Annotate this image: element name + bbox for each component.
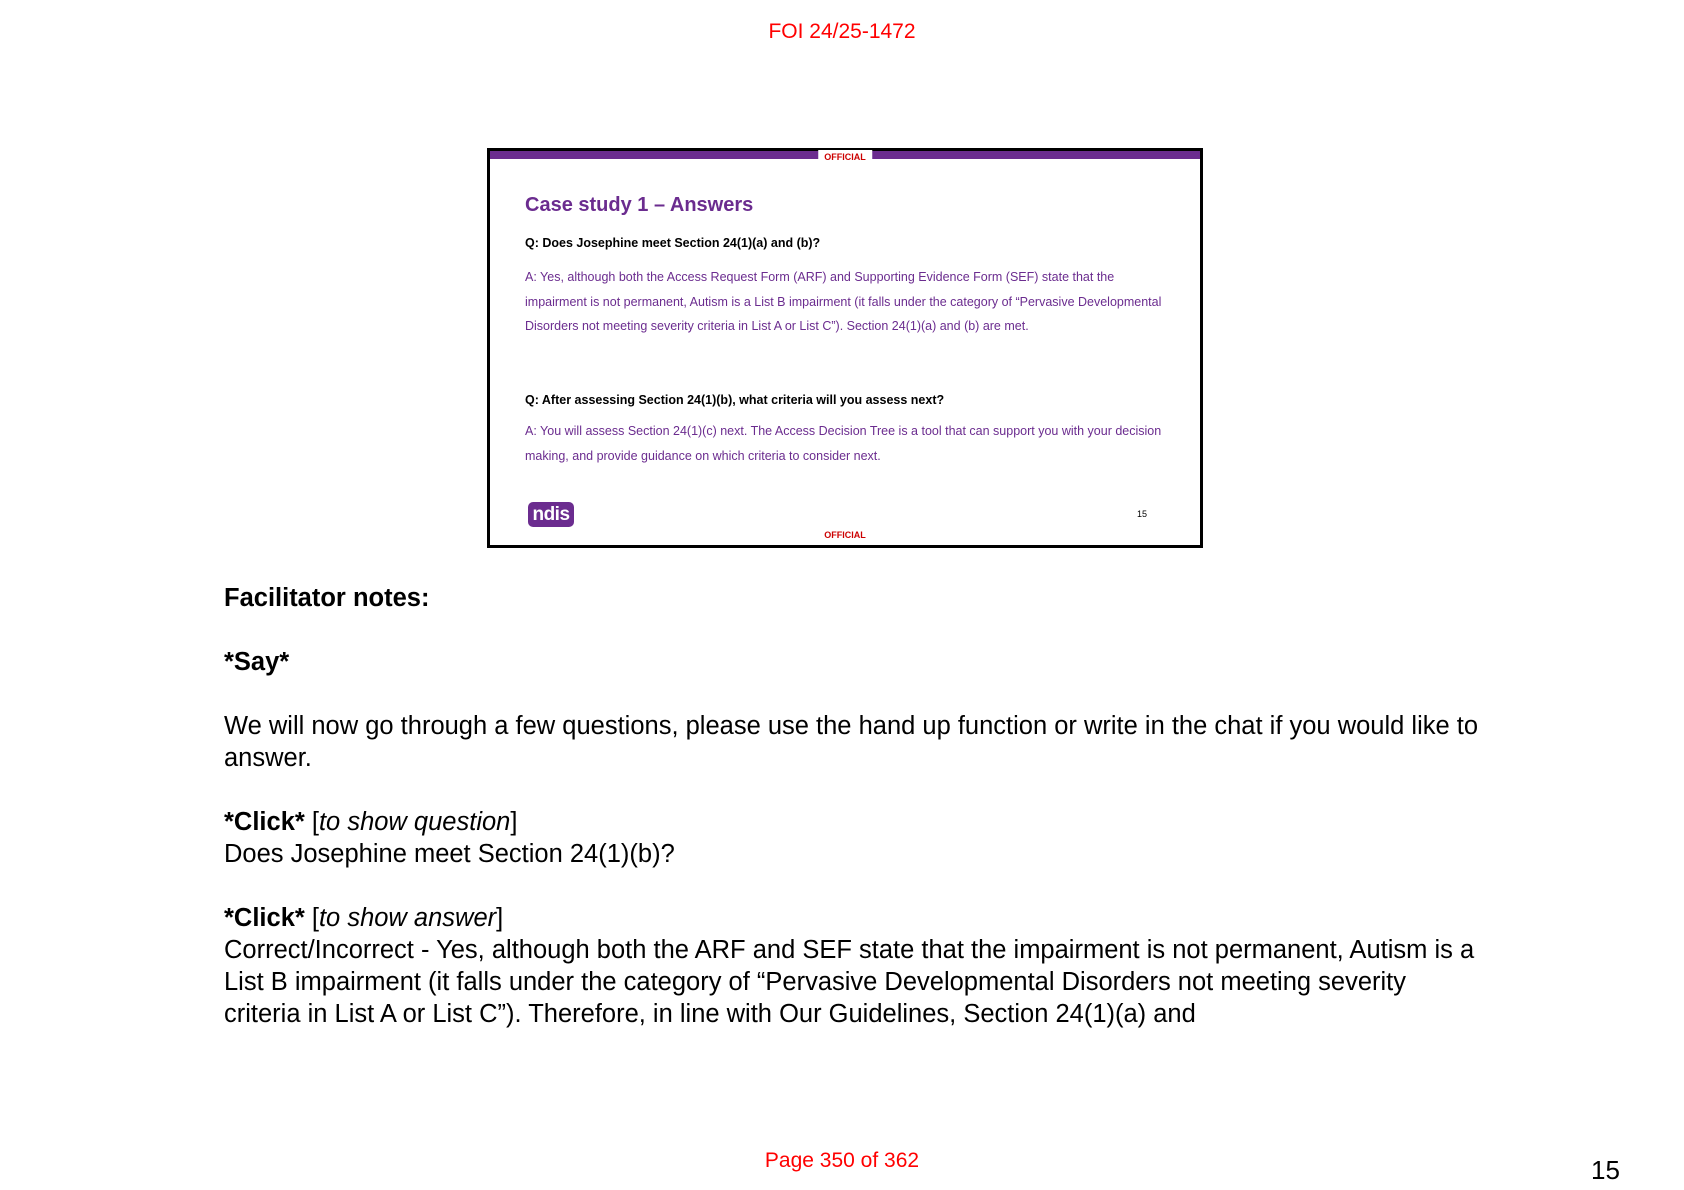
slide-number: 15 bbox=[1136, 509, 1147, 519]
click-label: *Click* bbox=[224, 808, 305, 836]
slide-question-1: Q: Does Josephine meet Section 24(1)(a) and (b)? bbox=[525, 236, 821, 250]
slide-answer-2: A: You will assess Section 24(1)(c) next. The Access Decision Tree is a tool that can support you with your decision making, and provide guidance on which criteria to consider next. bbox=[525, 424, 1162, 463]
click-answer-line: *Click* [to show answer] bbox=[224, 904, 504, 932]
slide-question-2: Q: After assessing Section 24(1)(b), what criteria will you assess next? bbox=[525, 393, 945, 407]
slide-classification-top: OFFICIAL bbox=[818, 150, 872, 163]
notes-answer: Correct/Incorrect - Yes, although both the ARF and SEF state that the impairment is not permanent, Autism is a List B impairment (it falls under the category of “Pervasive Developmental Disorders not meeting severity criteria in List A or List C”). Therefore, in line with Our Guidelines, Section 24(1)(a) and bbox=[224, 936, 1475, 1028]
slide-classification-bottom: OFFICIAL bbox=[824, 530, 866, 540]
ndis-logo: ndis bbox=[528, 502, 574, 527]
click-instruction: to show answer bbox=[318, 904, 497, 932]
notes-question: Does Josephine meet Section 24(1)(b)? bbox=[224, 840, 675, 868]
facilitator-notes bbox=[224, 582, 1484, 1030]
notes-heading: Facilitator notes: bbox=[224, 584, 430, 612]
notes-intro: We will now go through a few questions, please use the hand up function or write in the chat if you would like to answer. bbox=[224, 712, 1479, 772]
page-number: 15 bbox=[1591, 1155, 1620, 1185]
click-instruction: to show question bbox=[318, 808, 511, 836]
foi-reference: FOI 24/25-1472 bbox=[768, 20, 916, 43]
slide-title: Case study 1 – Answers bbox=[525, 194, 754, 216]
slide-answer-1: A: Yes, although both the Access Request Form (ARF) and Supporting Evidence Form (SEF) state that the impairment is not permanent, Autism is a List B impairment (it falls under the category of “Pervasive Developmental Disorders not meeting severity criteria in List A or List C”). Section 24(1)(a) and (b) are met. bbox=[525, 270, 1162, 333]
slide-thumbnail bbox=[487, 148, 1203, 548]
click-label: *Click* bbox=[224, 904, 305, 932]
page-label: Page 350 of 362 bbox=[764, 1149, 920, 1172]
click-question-line: *Click* [to show question] bbox=[224, 808, 518, 836]
say-instruction: *Say* bbox=[224, 648, 290, 676]
